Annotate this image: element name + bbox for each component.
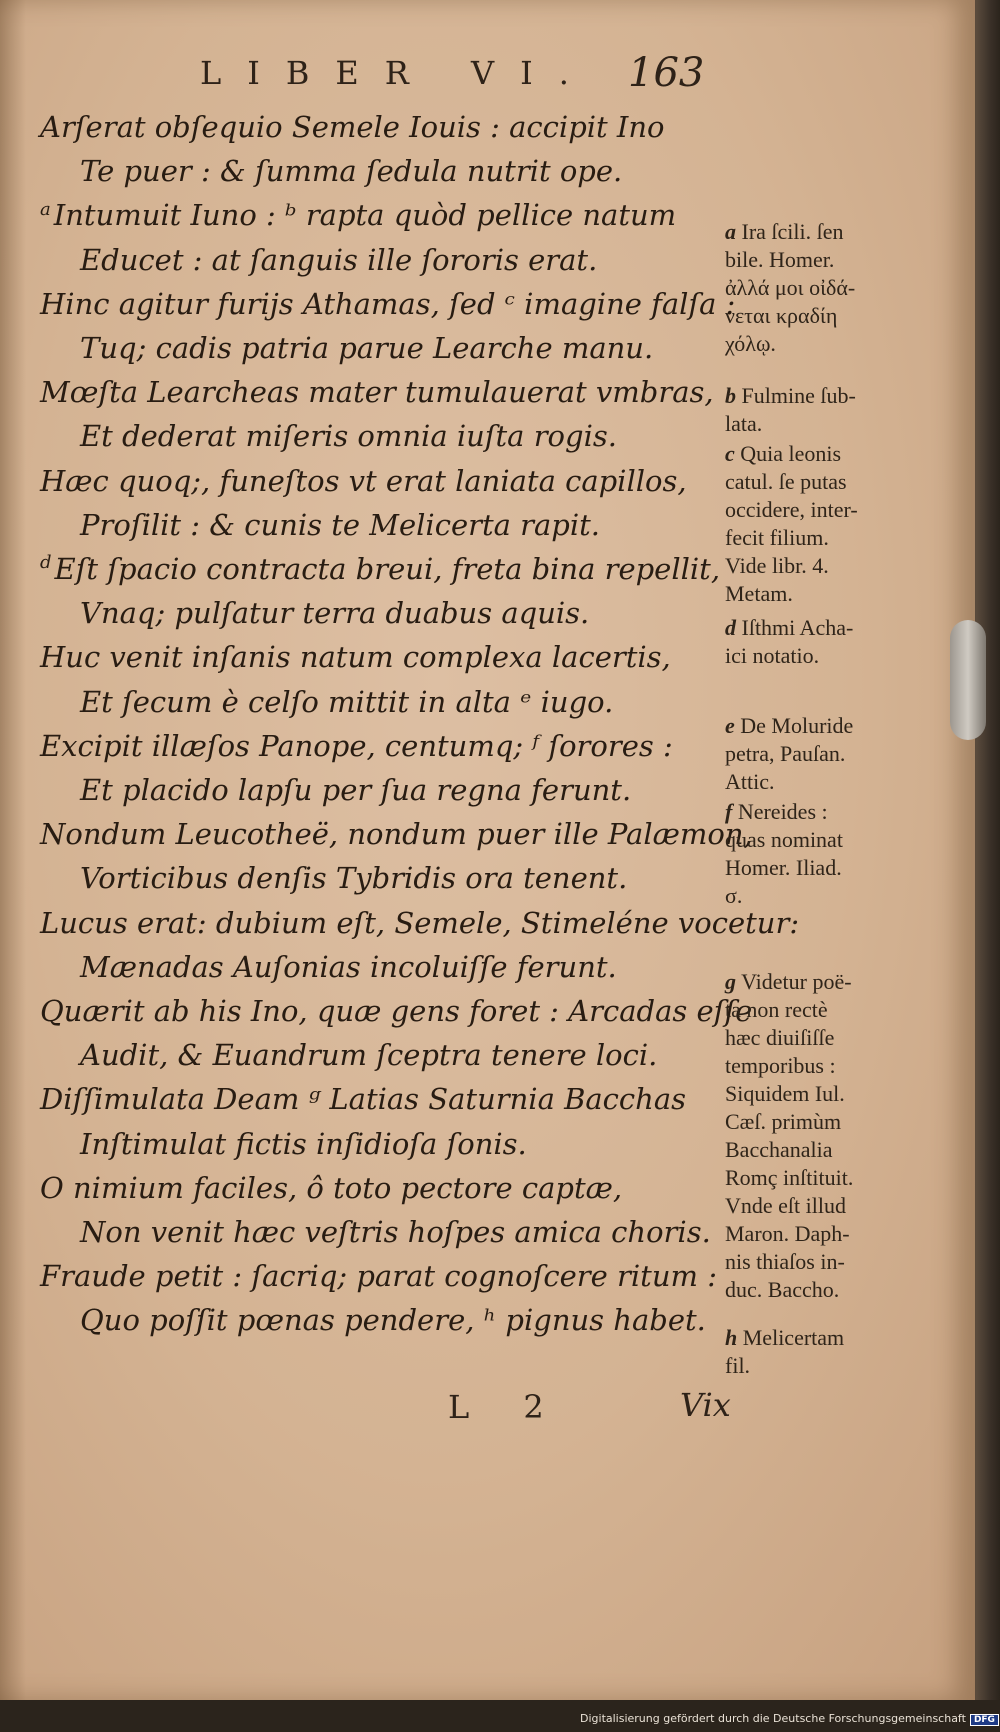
note-line <box>725 330 925 358</box>
note-line <box>725 1352 925 1380</box>
note-text: Videtur poë- <box>741 969 852 994</box>
verse-line <box>40 1259 717 1293</box>
note-text: Fulmine ſub- <box>741 383 856 408</box>
verse-text: Educet : at ſanguis ille ſororis erat. <box>80 242 598 277</box>
margin-note <box>725 798 925 910</box>
verse-text: Te puer : & ſumma ſedula nutrit ope. <box>80 154 623 189</box>
verse-text: Hæc quoq;, funeſtos vt erat laniata capillos, <box>40 463 687 498</box>
note-line <box>725 524 925 552</box>
verse-line <box>80 861 627 895</box>
note-text: Metam. <box>725 581 793 606</box>
verse-text: Fraude petit : ſacriq; parat cognoſcere ritum : <box>40 1259 717 1294</box>
note-text: Vide libr. 4. <box>725 553 829 578</box>
note-text: Romç inſtituit. <box>725 1165 854 1190</box>
verse-line <box>80 773 631 807</box>
note-line <box>725 826 925 854</box>
verse-text: Audit, & Euandrum ſceptra tenere loci. <box>80 1038 658 1073</box>
note-text: fil. <box>725 1353 751 1378</box>
note-line <box>725 642 925 670</box>
verse-text: Huc venit inſanis natum complexa lacertis, <box>40 640 671 675</box>
verse-line <box>40 464 687 498</box>
note-text: catul. ſe putas <box>725 469 847 494</box>
verse-line <box>80 1038 657 1072</box>
note-text: Ira ſcili. ſen <box>741 219 844 244</box>
verse-text: Vorticibus denſis Tybridis ora tenent. <box>80 861 628 896</box>
verse-line <box>80 685 613 719</box>
running-title: LIBER VI. <box>200 54 595 92</box>
verse-line <box>40 375 714 409</box>
note-line <box>725 968 925 996</box>
note-text: Maron. Daph- <box>725 1221 850 1246</box>
verse-line <box>80 1303 706 1337</box>
note-line <box>725 1164 925 1192</box>
verse-line <box>80 1215 711 1249</box>
margin-note <box>725 382 925 438</box>
verse-text: O nimium faciles, ô toto pectore captæ, <box>40 1170 623 1205</box>
note-line <box>725 468 925 496</box>
verse-line <box>40 817 753 851</box>
dfg-logo: DFG <box>970 1714 999 1726</box>
note-text: ta non rectè <box>725 997 828 1022</box>
note-line <box>725 218 925 246</box>
note-line <box>725 1080 925 1108</box>
note-marker: f <box>725 799 733 824</box>
verse-text: Et ſecum è celſo mittit in alta ᵉ iugo. <box>80 684 614 719</box>
verse-text: Vnaq; pulſatur terra duabus aquis. <box>80 596 590 631</box>
note-text: quas nominat <box>725 827 843 852</box>
note-line <box>725 1108 925 1136</box>
verse-line <box>40 287 735 321</box>
verse-text: Intumuit Iuno : ᵇ rapta quòd pellice natum <box>53 198 677 233</box>
verse-text: Inſtimulat fictis inſidioſa ſonis. <box>80 1126 527 1161</box>
note-text: temporibus : <box>725 1053 836 1078</box>
verse-text: Lucus erat: dubium eſt, Semele, Stimeléne vocetur: <box>40 905 800 940</box>
note-text: Nereides : <box>737 799 828 824</box>
verse-text: Excipit illæſos Panope, centumq; ᶠ ſorores : <box>40 728 673 763</box>
verse-line <box>40 198 676 232</box>
note-line <box>725 712 925 740</box>
note-line <box>725 246 925 274</box>
page-edge <box>976 0 1000 1700</box>
verse-line <box>80 331 653 365</box>
note-text: De Moluride <box>740 713 854 738</box>
note-line <box>725 1052 925 1080</box>
verse-text: Mœſta Learcheas mater tumulauerat vmbras, <box>40 375 714 410</box>
verse-text: Eſt ſpacio contracta breui, freta bina repellit, <box>54 552 721 586</box>
note-text: ἀλλά μοι οἰδά- <box>725 275 856 300</box>
verse-text: Tuq; cadis patria parue Learche manu. <box>80 331 654 365</box>
digitization-credit <box>580 1712 995 1728</box>
note-line <box>725 1220 925 1248</box>
note-line <box>725 440 925 468</box>
note-line <box>725 580 925 608</box>
margin-note <box>725 218 925 358</box>
verse-line <box>80 596 589 630</box>
note-line <box>725 614 925 642</box>
note-text: νεται κραδίη <box>725 303 838 328</box>
note-line <box>725 996 925 1024</box>
note-text: Attic. <box>725 769 775 794</box>
margin-note <box>725 440 925 608</box>
note-text: nis thiaſos in- <box>725 1249 845 1274</box>
note-marker: d <box>725 615 736 640</box>
note-text: Homer. Iliad. <box>725 855 842 880</box>
note-marker: e <box>725 713 735 738</box>
verse-line <box>40 1082 686 1116</box>
signature-mark: L 2 <box>448 1388 566 1426</box>
margin-note <box>725 968 925 1304</box>
note-text: petra, Pauſan. <box>725 741 846 766</box>
note-marker: h <box>725 1325 738 1350</box>
page-number: 163 <box>628 50 705 96</box>
verse-line <box>40 994 752 1028</box>
verse-text: Hinc agitur furijs Athamas, ſed ᶜ imagine falſa : <box>40 286 736 321</box>
note-line <box>725 274 925 302</box>
verse-text: Nondum Leucotheë, nondum puer ille Palæmon, <box>40 817 753 852</box>
verse-text: Arſerat obſequio Semele Iouis : accipit Ino <box>40 110 665 144</box>
verse-line <box>80 1127 527 1161</box>
verse-line <box>80 950 617 984</box>
note-line <box>725 882 925 910</box>
note-marker: b <box>725 383 736 408</box>
note-line <box>725 768 925 796</box>
note-line <box>725 552 925 580</box>
note-text: ici notatio. <box>725 643 820 668</box>
verse-line <box>40 1171 622 1205</box>
margin-note <box>725 1324 925 1380</box>
note-text: lata. <box>725 411 763 436</box>
verse-line <box>40 906 799 940</box>
note-reference: a <box>40 198 51 220</box>
verse-text: Quærit ab his Ino, quæ gens foret : Arcadas eſſe <box>40 994 753 1028</box>
note-line <box>725 854 925 882</box>
note-text: bile. Homer. <box>725 247 835 272</box>
note-line <box>725 382 925 410</box>
note-text: Bacchanalia <box>725 1137 833 1162</box>
note-line <box>725 1024 925 1052</box>
note-marker: a <box>725 219 736 244</box>
note-text: Iſthmi Acha- <box>741 615 854 640</box>
note-line <box>725 1324 925 1352</box>
note-line <box>725 302 925 330</box>
margin-note <box>725 614 925 670</box>
verse-text: Quo poſſit pœnas pendere, ʰ pignus habet. <box>80 1303 706 1338</box>
note-marker: c <box>725 441 735 466</box>
verse-line <box>40 552 720 586</box>
verse-line <box>80 508 600 542</box>
note-line <box>725 1276 925 1304</box>
verse-text: Non venit hæc veſtris hoſpes amica choris. <box>80 1215 711 1249</box>
note-line <box>725 410 925 438</box>
margin-note <box>725 712 925 796</box>
note-text: hæc diuiſiſſe <box>725 1025 835 1050</box>
note-reference: d <box>40 552 52 574</box>
note-text: σ. <box>725 883 743 908</box>
book-clip <box>950 620 986 740</box>
note-line <box>725 740 925 768</box>
verse-line <box>40 729 673 763</box>
note-text: Cæſ. primùm <box>725 1109 842 1134</box>
note-text: Quia leonis <box>740 441 842 466</box>
verse-text: Diſſimulata Deam ᵍ Latias Saturnia Bacchas <box>40 1082 687 1117</box>
verse-text: Et placido lapſu per ſua regna ferunt. <box>80 773 632 807</box>
note-line <box>725 1136 925 1164</box>
note-text: duc. Baccho. <box>725 1277 840 1302</box>
note-marker: g <box>725 969 736 994</box>
verse-line <box>80 419 617 453</box>
note-line <box>725 1248 925 1276</box>
catchword: Vix <box>680 1386 731 1424</box>
verse-line <box>40 110 665 144</box>
verse-line <box>80 154 622 188</box>
verse-text: Et dederat miſeris omnia iuſta rogis. <box>80 419 617 454</box>
verse-text: Mænadas Auſonias incoluiſſe ferunt. <box>80 949 617 984</box>
verse-text: Proſilit : & cunis te Melicerta rapit. <box>80 507 600 542</box>
note-text: Siquidem Iul. <box>725 1081 845 1106</box>
note-text: χόλῳ. <box>725 331 776 356</box>
note-text: occidere, inter- <box>725 497 858 522</box>
verse-line <box>80 243 597 277</box>
note-line <box>725 496 925 524</box>
note-line <box>725 798 925 826</box>
note-line <box>725 1192 925 1220</box>
credit-text: Digitalisierung gefördert durch die Deutsche Forschungsgemeinschaft <box>580 1712 966 1725</box>
note-text: fecit filium. <box>725 525 829 550</box>
note-text: Melicertam <box>742 1325 845 1350</box>
note-text: Vnde eſt illud <box>725 1193 846 1218</box>
verse-line <box>40 640 671 674</box>
